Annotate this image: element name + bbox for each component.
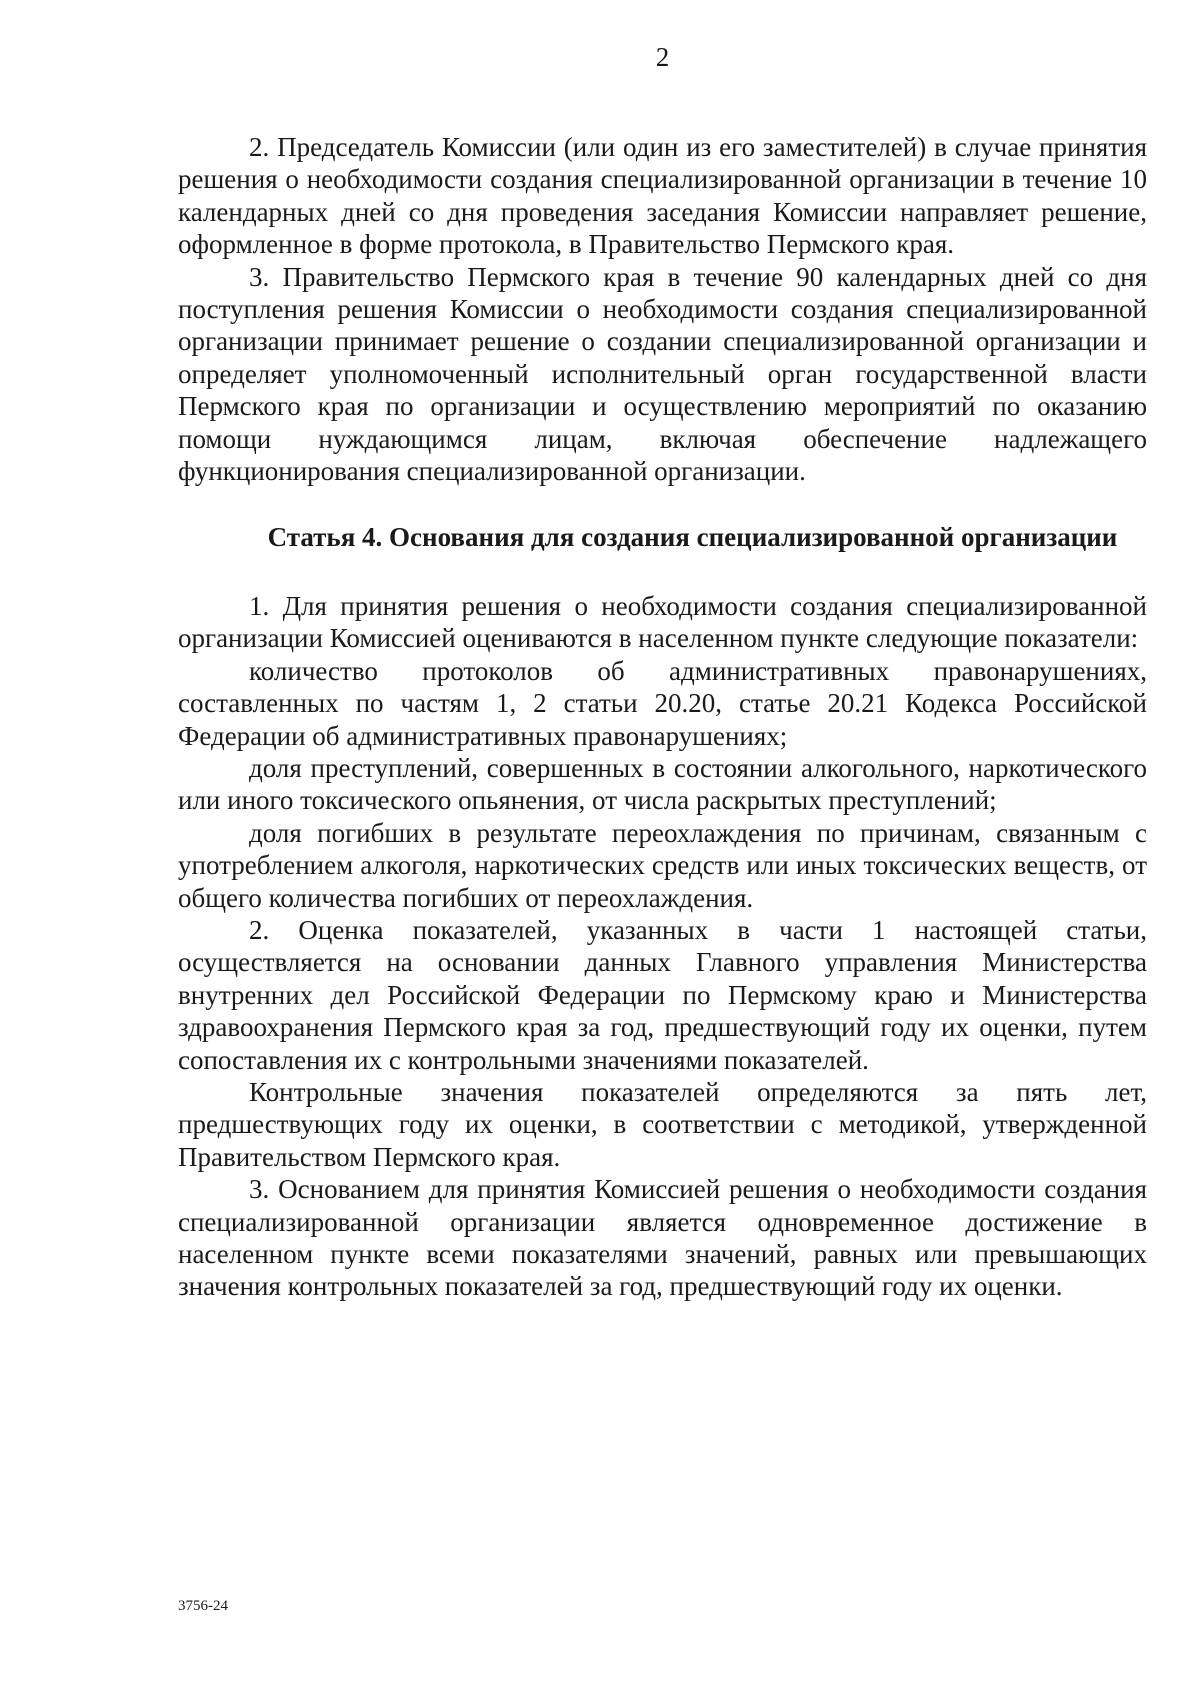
document-code: 3756-24 — [178, 1598, 228, 1614]
document-body — [178, 131, 1147, 1303]
paragraph-indicators-intro: 1. Для принятия решения о необходимости создания специализированной организации Комиссией оцениваются в населенном пункте следующие показатели: — [178, 590, 1147, 654]
indicator-item-crimes: доля преступлений, совершенных в состоянии алкогольного, наркотического или иного токсического опьянения, от числа раскрытых преступлений; — [178, 752, 1147, 816]
paragraph-control-values: Контрольные значения показателей определяются за пять лет, предшествующих году их оценки, в соответствии с методикой, утвержденной Правительством Пермского края. — [178, 1076, 1147, 1172]
paragraph-government-decision: 3. Правительство Пермского края в течение 90 календарных дней со дня поступления решения Комиссии о необходимости создания специализированной организации принимает решение о создании специализированной организации и определяет уполномоченный исполнительный орган государственной власти Пермского края по организации и осуществлению мероприятий по оказанию помощи нуждающимся лицам, включая обеспечение надлежащего функционирования специализированной организации. — [178, 261, 1147, 487]
indicator-item-protocols: количество протоколов об административных правонарушениях, составленных по частям 1, 2 статьи 20.20, статье 20.21 Кодекса Российской Федерации об административных правонарушениях; — [178, 655, 1147, 751]
paragraph-chairman-decision: 2. Председатель Комиссии (или один из его заместителей) в случае принятия решения о необходимости создания специализированной организации в течение 10 календарных дней со дня проведения заседания Комиссии направляет решение, оформленное в форме протокола, в Правительство Пермского края. — [178, 132, 1147, 260]
article-heading: Статья 4. Основания для создания специализированной организации — [267, 522, 1118, 553]
indicator-item-hypothermia: доля погибших в результате переохлаждения по причинам, связанным с употреблением алкоголя, наркотических средств или иных токсических веществ, от общего количества погибших от переохлаждения. — [178, 817, 1147, 913]
page-number: 2 — [655, 42, 670, 72]
paragraph-grounds: 3. Основанием для принятия Комиссией решения о необходимости создания специализированной организации является одновременное достижение в населенном пункте всеми показателями значений, равных или превышающих значения контрольных показателей за год, предшествующий году их оценки. — [178, 1174, 1147, 1302]
paragraph-indicator-assessment: 2. Оценка показателей, указанных в части 1 настоящей статьи, осуществляется на основании данных Главного управления Министерства внутренних дел Российской Федерации по Пермскому краю и Министерства здравоохранения Пермского края за год, предшествующий году их оценки, путем сопоставления их с контрольными значениями показателей. — [178, 914, 1147, 1075]
